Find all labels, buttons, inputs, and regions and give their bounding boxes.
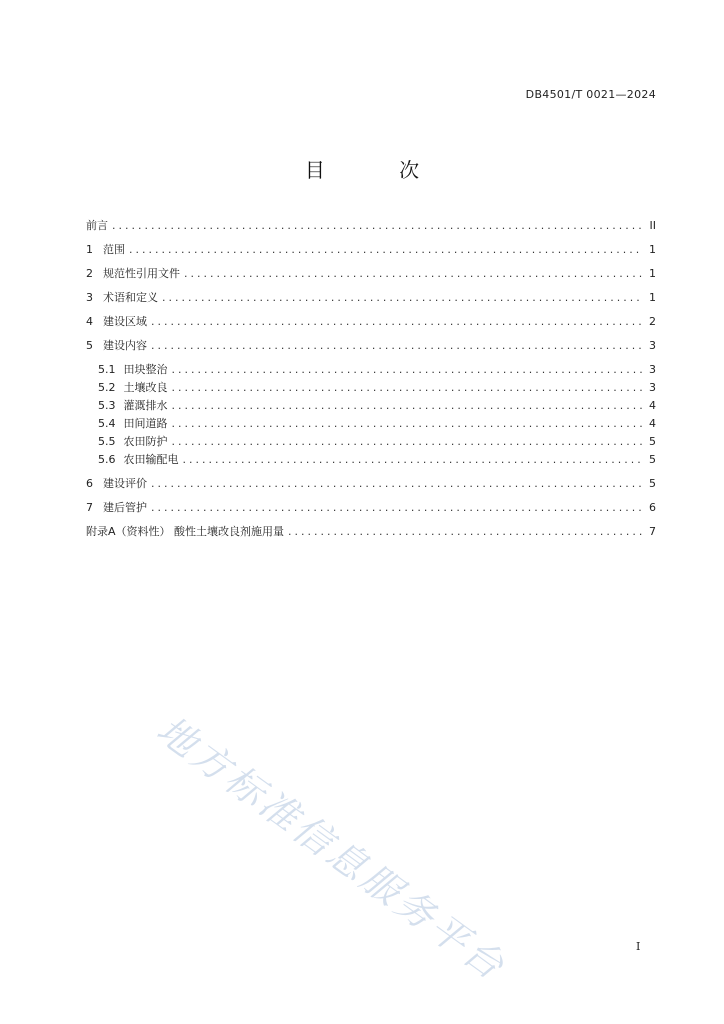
toc-entry-title: 前言 (86, 219, 108, 232)
toc-entry-page: 6 (649, 501, 656, 514)
toc-entry[interactable] (86, 476, 656, 500)
toc-leader-dots (172, 362, 643, 378)
toc-entry-page: 5 (649, 477, 656, 490)
toc-entry-title: 农田防护 (123, 435, 168, 448)
toc-entry[interactable] (86, 338, 656, 362)
toc-entry-page: 1 (649, 267, 656, 280)
toc-entry[interactable] (86, 500, 656, 524)
toc-entry-number: 7 (86, 501, 93, 514)
toc-entry-number: 5 (86, 339, 93, 352)
toc-entry-number: 5.4 (98, 417, 116, 430)
toc-entry-title: 范围 (103, 243, 125, 256)
toc-entry-title: 建设区域 (103, 315, 147, 328)
toc-entry-page: 3 (649, 339, 656, 352)
toc-leader-dots (151, 476, 642, 492)
toc-entry-number: 5.5 (98, 435, 116, 448)
toc-entry-page: II (649, 219, 656, 232)
toc-entry-page: 3 (649, 381, 656, 394)
toc-entry-number: 5.1 (98, 363, 116, 376)
toc-entry-number: 5.2 (98, 381, 116, 394)
toc-leader-dots (162, 290, 642, 306)
toc-entry-number: 3 (86, 291, 93, 304)
toc-leader-dots (172, 434, 643, 450)
toc-entry-title: 田间道路 (123, 417, 168, 430)
toc-leader-dots (151, 314, 642, 330)
table-of-contents (86, 218, 656, 548)
toc-entry-page: 2 (649, 315, 656, 328)
toc-leader-dots (184, 266, 642, 282)
toc-entry-number: 2 (86, 267, 93, 280)
page-title: 目 次 (304, 158, 454, 182)
toc-entry-page: 3 (649, 363, 656, 376)
toc-entry-title: 建设评价 (103, 477, 147, 490)
toc-entry-title: 农田输配电 (123, 453, 179, 466)
toc-entry[interactable] (86, 524, 656, 548)
watermark: 地方标准信息服务平台 (148, 707, 515, 990)
toc-entry-page: 4 (649, 399, 656, 412)
toc-leader-dots (151, 338, 642, 354)
toc-entry-page: 7 (649, 525, 656, 538)
toc-entry-title: 建后管护 (103, 501, 147, 514)
toc-entry[interactable] (86, 218, 656, 242)
toc-leader-dots (183, 452, 643, 468)
toc-entry[interactable] (86, 314, 656, 338)
toc-leader-dots (288, 524, 642, 540)
toc-entry-number: 5.6 (98, 453, 116, 466)
toc-leader-dots (151, 500, 642, 516)
toc-entry-number: 4 (86, 315, 93, 328)
toc-entry-page: 1 (649, 291, 656, 304)
toc-subentry[interactable] (86, 434, 656, 452)
toc-entry-title: 土壤改良 (123, 381, 168, 394)
toc-entry-title: 附录A（资料性） 酸性土壤改良剂施用量 (86, 525, 285, 538)
toc-entry-page: 1 (649, 243, 656, 256)
toc-subentry[interactable] (86, 416, 656, 434)
toc-leader-dots (129, 242, 642, 258)
toc-subentry[interactable] (86, 380, 656, 398)
toc-entry-number: 1 (86, 243, 93, 256)
toc-leader-dots (172, 398, 643, 414)
toc-entry-title: 规范性引用文件 (103, 267, 180, 280)
toc-entry-title: 术语和定义 (103, 291, 158, 304)
toc-entry-page: 5 (649, 453, 656, 466)
page-number: I (636, 940, 641, 953)
toc-entry-page: 4 (649, 417, 656, 430)
toc-entry-number: 6 (86, 477, 93, 490)
toc-leader-dots (112, 218, 642, 234)
toc-subentry[interactable] (86, 452, 656, 470)
toc-subentry[interactable] (86, 398, 656, 416)
toc-leader-dots (172, 416, 643, 432)
document-code: DB4501/T 0021—2024 (525, 88, 656, 101)
toc-leader-dots (172, 380, 643, 396)
toc-entry-title: 田块整治 (123, 363, 168, 376)
toc-subentry[interactable] (86, 362, 656, 380)
toc-entry[interactable] (86, 242, 656, 266)
toc-entry[interactable] (86, 290, 656, 314)
toc-entry[interactable] (86, 266, 656, 290)
toc-entry-page: 5 (649, 435, 656, 448)
toc-entry-title: 灌溉排水 (123, 399, 168, 412)
toc-entry-number: 5.3 (98, 399, 116, 412)
toc-entry-title: 建设内容 (103, 339, 147, 352)
